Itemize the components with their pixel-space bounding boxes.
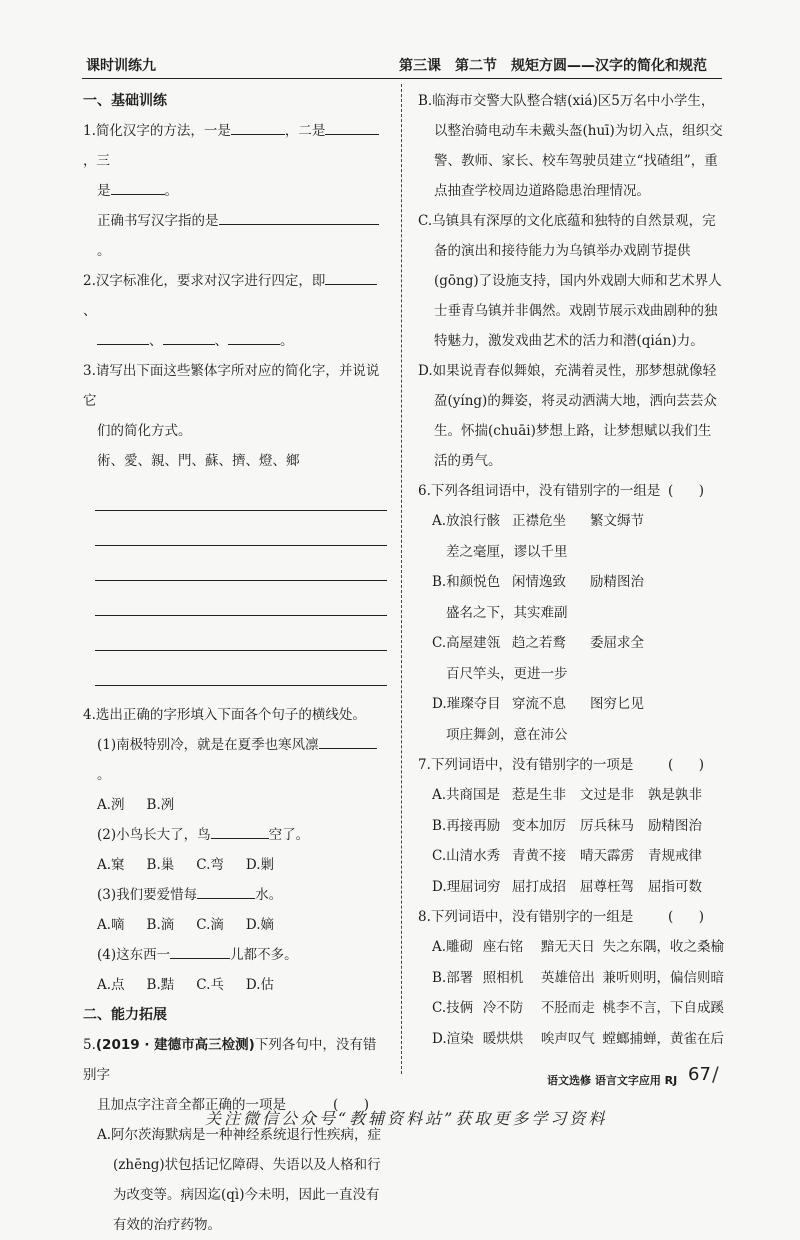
q4-4-text: (4)这东西一 — [97, 947, 171, 963]
term: C.高屋建瓴 — [432, 635, 501, 651]
question-3: 3.请写出下面这些繁体字所对应的简化字，并说说它 — [83, 363, 380, 409]
term: 暖烘烘 — [482, 1030, 524, 1047]
q1-text-f: 正确书写汉字指的是 — [97, 213, 219, 229]
q8-row[interactable] — [418, 963, 724, 994]
term: 青规戒律 — [648, 848, 702, 864]
q4-item-1 — [83, 730, 389, 790]
q4-3-options — [83, 910, 389, 940]
term: 兼听则明，偏信则暗 — [602, 969, 724, 986]
answer-line[interactable] — [95, 546, 387, 581]
answer-line[interactable] — [95, 511, 387, 546]
q1-blank-2[interactable] — [325, 119, 379, 135]
question-2-cont — [83, 326, 389, 356]
q4-3-text: (3)我们要爱惜每 — [97, 887, 198, 903]
q2-end: 。 — [280, 333, 294, 349]
term: A.雕砌 — [432, 939, 474, 955]
q6-answer-paren[interactable]: ( ) — [667, 483, 710, 499]
q1-text-e: 。 — [164, 183, 178, 199]
column-divider — [401, 84, 402, 1074]
term: 桃李不言，下自成蹊 — [602, 1000, 724, 1016]
option[interactable]: B.黠 — [146, 977, 175, 993]
question-8 — [418, 902, 724, 932]
term: 黯无天日 — [540, 939, 595, 955]
q4-2-blank[interactable] — [211, 823, 269, 839]
question-1 — [83, 116, 389, 176]
q1-text-a: 1.简化汉字的方法，一是 — [83, 123, 231, 139]
term: 螳螂捕蝉，黄雀在后 — [602, 1030, 724, 1047]
header-rule — [82, 78, 722, 79]
q1-blank-3[interactable] — [111, 179, 165, 195]
section-advanced: 二、能力拓展 — [83, 1007, 167, 1023]
term: C.技俩 — [432, 1000, 474, 1016]
term: 趋之若鹜 — [512, 635, 566, 651]
q6-row[interactable] — [418, 567, 724, 598]
term: 委屈求全 — [590, 635, 644, 651]
q4-4-options — [83, 970, 389, 1000]
q4-item-3 — [83, 880, 389, 910]
q6-row[interactable] — [418, 689, 724, 720]
q2-blank-3[interactable] — [163, 329, 215, 345]
term: A.共商国是 — [432, 787, 501, 803]
q7-answer-paren[interactable]: ( ) — [667, 757, 710, 773]
term: A.放浪行骸 — [432, 513, 501, 529]
option[interactable]: A.嘀 — [97, 917, 125, 933]
q5-option-b[interactable]: B.临海市交警大队整合辖(xiá)区5万名中小学生，以整治骑电动车未戴头盔(huī)为切入点，组织交警、教师、家长、校车驾驶员建立“找碴组”，重点抽查学校周边道路隐患治理情况。 — [418, 93, 723, 199]
term: 冷不防 — [482, 1000, 524, 1016]
q1-text-g: 。 — [97, 243, 111, 259]
question-6 — [418, 476, 724, 506]
term: 穿流不息 — [512, 696, 566, 712]
chapter-title: 第三课 第二节 规矩方圆——汉字的简化和规范 — [399, 58, 707, 74]
answer-line[interactable] — [95, 651, 387, 686]
option[interactable]: B.巢 — [146, 857, 175, 873]
term: B.再接再励 — [432, 817, 501, 834]
q8-row[interactable] — [418, 993, 724, 1024]
q8-text: 8.下列词语中，没有错别字的一组是 — [418, 909, 634, 925]
term: 正襟危坐 — [512, 513, 566, 529]
term: 文过是非 — [580, 787, 634, 803]
q1-text-c: ，三 — [83, 153, 110, 169]
answer-line[interactable] — [95, 581, 387, 616]
answer-line[interactable] — [95, 476, 387, 511]
q4-3-blank[interactable] — [197, 883, 255, 899]
q6-text: 6.下列各组词语中，没有错别字的一组是 — [418, 483, 661, 499]
term: C.山清水秀 — [432, 848, 501, 864]
question-1-write — [83, 206, 389, 266]
q2-text-a: 2.汉字标准化，要求对汉字进行四定，即 — [83, 273, 326, 289]
option[interactable]: A.点 — [97, 977, 125, 993]
option[interactable]: B.滴 — [146, 917, 175, 933]
q2-sep-1: 、 — [83, 303, 97, 319]
q6-row — [418, 537, 724, 568]
q4-4-end: 儿都不多。 — [230, 947, 298, 963]
term: 照相机 — [482, 969, 524, 986]
term: 图穷匕见 — [590, 696, 644, 712]
term: 励精图治 — [590, 574, 644, 590]
term: 屈打成招 — [512, 878, 566, 895]
option[interactable]: A.窠 — [97, 857, 125, 873]
q8-row[interactable] — [418, 932, 724, 963]
term: 励精图治 — [648, 817, 702, 834]
term: 青黄不接 — [512, 848, 566, 864]
q8-answer-paren[interactable]: ( ) — [667, 909, 710, 925]
option[interactable]: C.滴 — [196, 917, 224, 933]
term: 屈指可数 — [648, 878, 702, 895]
term: 失之东隅，收之桑榆 — [602, 939, 724, 955]
option[interactable]: B.冽 — [146, 797, 175, 813]
question-1-cont — [83, 176, 389, 206]
q1-text-b: ，二是 — [284, 123, 326, 139]
q4-2-options — [83, 850, 389, 880]
term: D.理屈词穷 — [432, 878, 501, 895]
q4-1-text: (1)南极特别冷，就是在夏季也寒风凛 — [97, 737, 319, 753]
handwritten-note: 关注微信公众号“教辅资料站”获取更多学习资料 — [205, 1109, 608, 1128]
q5-answer-paren[interactable]: ( ) — [332, 1097, 375, 1113]
q2-blank-1[interactable] — [325, 269, 377, 285]
q5-option-d[interactable]: D.如果说青春似舞娘，充满着灵性，那梦想就像轻盈(yíng)的舞姿，将灵动洒满大地，洒向芸芸众生。怀揣(chuāi)梦想上路，让梦想赋以我们生活的勇气。 — [418, 363, 717, 469]
page-number: 67 — [688, 1064, 711, 1085]
term: 项庄舞剑，意在沛公 — [446, 726, 568, 743]
q8-row[interactable] — [418, 1024, 724, 1055]
term: 屈尊枉驾 — [580, 878, 634, 895]
option[interactable]: C.乓 — [196, 977, 224, 993]
lesson-label: 课时训练九 — [86, 58, 156, 74]
term: 盛名之下，其实难副 — [446, 604, 568, 621]
option[interactable]: A.洌 — [97, 797, 125, 813]
answer-line[interactable] — [95, 616, 387, 651]
answer-lines[interactable] — [83, 476, 389, 686]
q4-item-4 — [83, 940, 389, 970]
term: 孰是孰非 — [648, 787, 702, 803]
q5-text-2: 且加点字注音全都正确的一项是 — [97, 1097, 286, 1113]
question-5 — [83, 1030, 389, 1090]
q4-4-blank[interactable] — [170, 943, 230, 959]
term: 不胫而走 — [540, 1000, 595, 1016]
book-badge: 语文选修 语言文字应用 RJ — [547, 1074, 678, 1087]
q7-row[interactable] — [418, 841, 724, 872]
question-4: 4.选出正确的字形填入下面各个句子的横线处。 — [83, 707, 366, 723]
q2-blank-2[interactable] — [97, 329, 149, 345]
q4-2-text: (2)小鸟长大了，鸟 — [97, 827, 211, 843]
term: 座右铭 — [482, 939, 524, 955]
q1-blank-4[interactable] — [219, 209, 379, 225]
term: 唉声叹气 — [540, 1030, 595, 1047]
term: 百尺竿头，更进一步 — [446, 665, 568, 682]
q6-row[interactable] — [418, 506, 724, 537]
term: B.部署 — [432, 969, 474, 986]
term: 繁文缛节 — [590, 513, 644, 529]
q5-option-c[interactable]: C.乌镇具有深厚的文化底蕴和独特的自然景观，完备的演出和接待能力为乌镇举办戏剧节提供(gōng)了设施支持，国内外戏剧大师和艺术界人士垂青乌镇并非偶然。戏剧节展示戏曲剧种的独特魅力，激发戏曲艺术的活力和潜(qián)力。 — [418, 213, 722, 349]
option[interactable]: D.估 — [245, 977, 275, 993]
term: D.璀璨夺目 — [432, 696, 501, 712]
question-7 — [418, 750, 724, 780]
q4-3-end: 水。 — [255, 887, 283, 903]
option[interactable]: D.嫡 — [245, 917, 275, 933]
q7-text: 7.下列词语中，没有错别字的一项是 — [418, 757, 634, 773]
q5-source-tag: (2019 · 建德市高三检测) — [95, 1037, 255, 1053]
q7-row[interactable] — [418, 872, 724, 903]
term: B.和颜悦色 — [432, 574, 501, 590]
term: 变本加厉 — [512, 817, 566, 834]
question-2 — [83, 266, 389, 326]
q6-row[interactable] — [418, 628, 724, 659]
q6-row — [418, 659, 724, 690]
term: D.渲染 — [432, 1030, 474, 1047]
option[interactable]: D.剿 — [245, 857, 275, 873]
q4-1-options — [83, 790, 389, 820]
q4-item-2 — [83, 820, 389, 850]
section-basic: 一、基础训练 — [83, 93, 167, 109]
q6-row — [418, 598, 724, 629]
q5-option-a[interactable]: A.阿尔茨海默病是一种神经系统退行性疾病，症(zhēng)状包括记忆障碍、失语以及人格和行为改变等。病因迄(qì)今未明，因此一直没有有效的治疗药物。 — [97, 1127, 382, 1233]
term: 英雄倍出 — [540, 969, 595, 986]
q7-row[interactable] — [418, 780, 724, 811]
term: 闲情逸致 — [512, 574, 566, 590]
q4-2-end: 空了。 — [268, 827, 310, 843]
q1-text-d: 是 — [97, 183, 111, 199]
question-3-cont: 们的简化方式。 — [97, 423, 192, 439]
term: 晴天霹雳 — [580, 848, 634, 864]
q7-row[interactable] — [418, 811, 724, 842]
page-slash-mark: / — [712, 1062, 719, 1086]
term: 厉兵秣马 — [580, 817, 634, 834]
q1-blank-1[interactable] — [231, 119, 285, 135]
right-column — [418, 86, 724, 1054]
term: 惹是生非 — [512, 787, 566, 803]
q2-blank-4[interactable] — [228, 329, 280, 345]
q4-1-blank[interactable] — [319, 733, 377, 749]
question-3-chars: 術、愛、親、門、蘇、擠、燈、鄉 — [97, 453, 300, 469]
term: 差之毫厘，谬以千里 — [446, 543, 568, 560]
q2-sep-2: 、 — [149, 333, 163, 349]
q2-sep-3: 、 — [214, 333, 228, 349]
q5-num: 5. — [83, 1037, 96, 1053]
q6-row — [418, 720, 724, 751]
option[interactable]: C.弯 — [196, 857, 224, 873]
left-column — [83, 86, 389, 1240]
q5-text: 下列各句中，没有错别字 — [83, 1037, 377, 1083]
q4-1-end: 。 — [97, 767, 111, 783]
